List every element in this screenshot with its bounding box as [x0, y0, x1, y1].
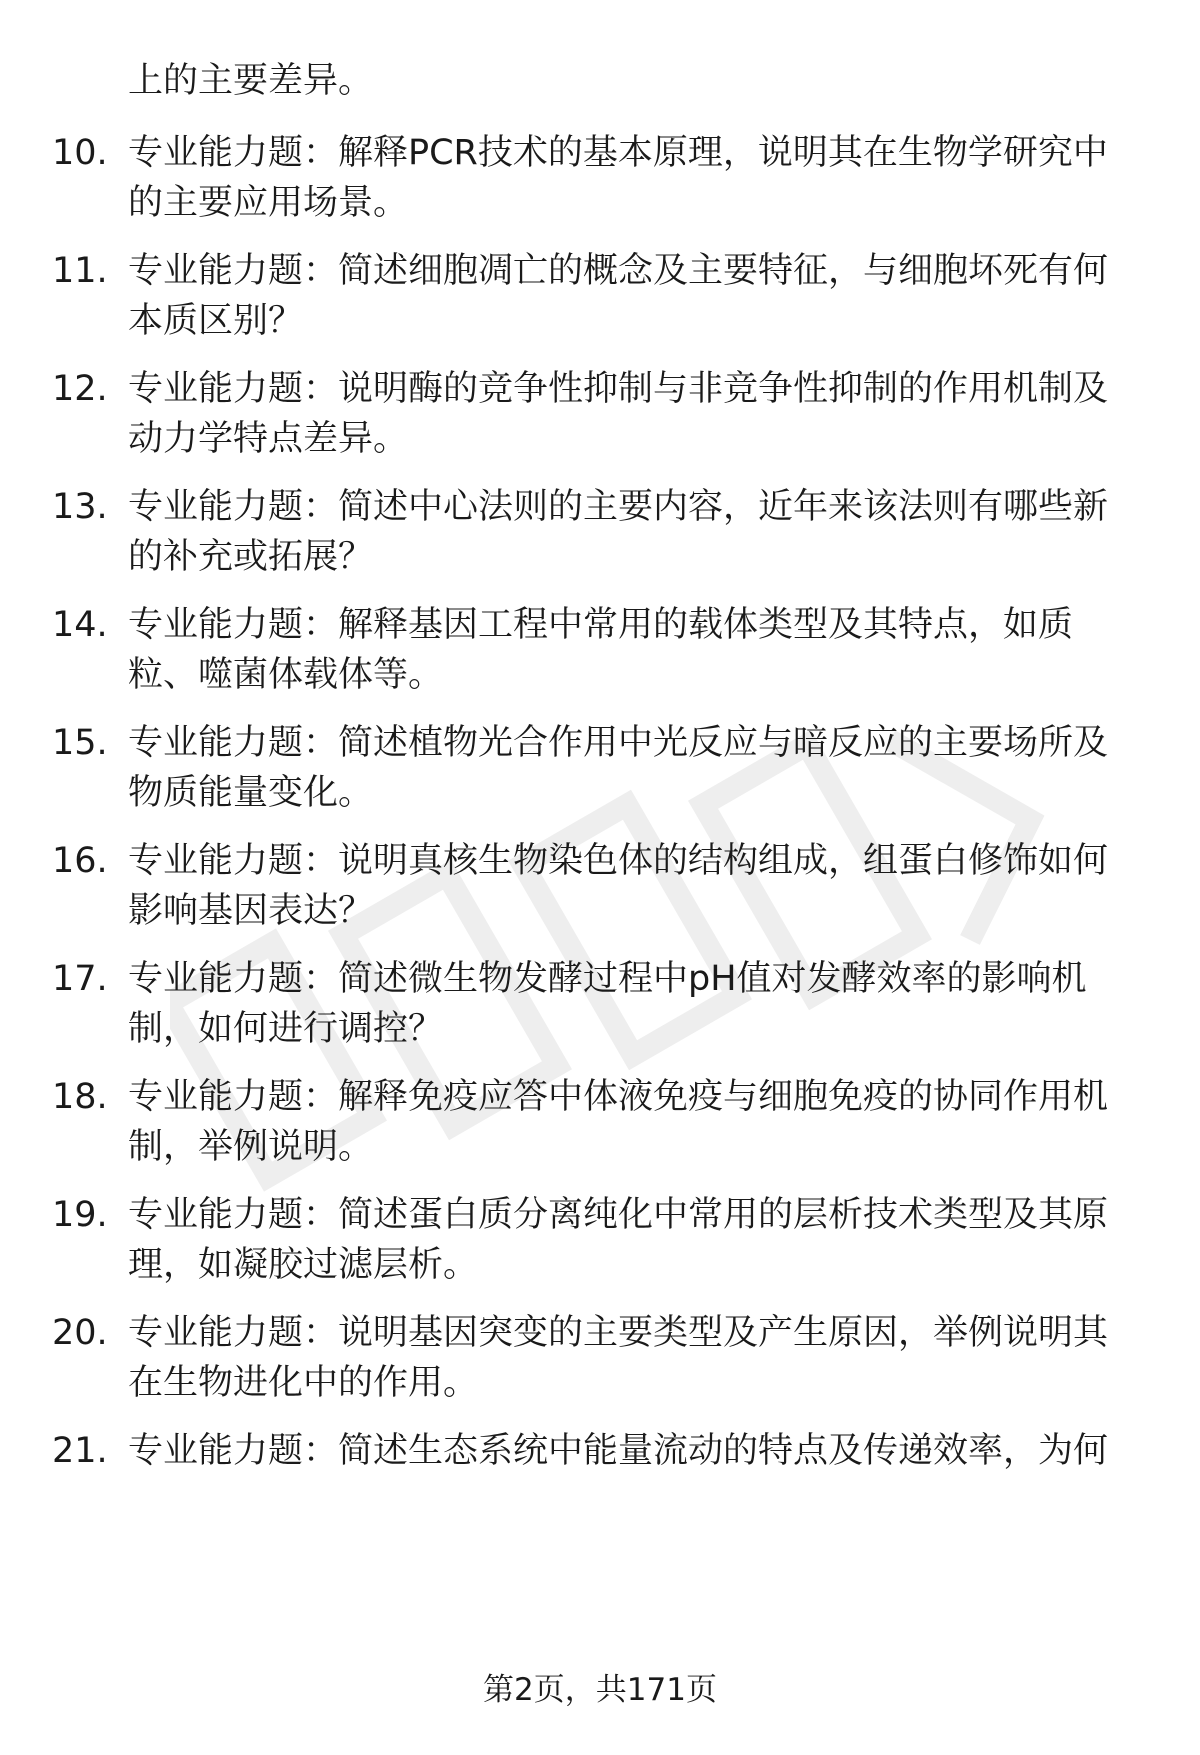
item-number: 12.: [52, 369, 108, 409]
continuation-line: 上的主要差异。: [128, 61, 374, 101]
item-number: 17.: [52, 959, 108, 999]
item-text: 专业能力题：说明酶的竞争性抑制与非竞争性抑制的作用机制及动力学特点差异。: [128, 369, 1109, 459]
item-text: 专业能力题：说明基因突变的主要类型及产生原因，举例说明其在生物进化中的作用。: [128, 1313, 1109, 1403]
item-number: 20.: [52, 1313, 108, 1353]
item-text: 专业能力题：简述中心法则的主要内容，近年来该法则有哪些新的补充或拓展？: [128, 487, 1109, 577]
item-number: 18.: [52, 1077, 108, 1117]
page-footer: 第2页，共171页: [483, 1672, 717, 1708]
item-number: 16.: [52, 841, 108, 881]
item-text: 专业能力题：简述生态系统中能量流动的特点及传递效率，为何: [128, 1431, 1109, 1471]
item-text: 专业能力题：解释PCR技术的基本原理，说明其在生物学研究中的主要应用场景。: [128, 133, 1108, 223]
item-text: 专业能力题：简述植物光合作用中光反应与暗反应的主要场所及物质能量变化。: [128, 723, 1109, 813]
item-number: 13.: [52, 487, 108, 527]
item-number: 10.: [52, 133, 108, 173]
item-text: 专业能力题：简述微生物发酵过程中pH值对发酵效率的影响机制，如何进行调控？: [128, 959, 1087, 1049]
item-text: 专业能力题：简述细胞凋亡的概念及主要特征，与细胞坏死有何本质区别？: [128, 251, 1109, 341]
item-number: 21.: [52, 1431, 108, 1471]
item-number: 19.: [52, 1195, 108, 1235]
item-number: 15.: [52, 723, 108, 763]
item-text: 专业能力题：说明真核生物染色体的结构组成，组蛋白修饰如何影响基因表达？: [128, 841, 1109, 931]
item-text: 专业能力题：解释基因工程中常用的载体类型及其特点，如质粒、噬菌体载体等。: [128, 605, 1074, 695]
item-text: 专业能力题：解释免疫应答中体液免疫与细胞免疫的协同作用机制，举例说明。: [128, 1077, 1109, 1167]
item-text: 专业能力题：简述蛋白质分离纯化中常用的层析技术类型及其原理，如凝胶过滤层析。: [128, 1195, 1109, 1285]
item-number: 11.: [52, 251, 108, 291]
item-number: 14.: [52, 605, 108, 645]
